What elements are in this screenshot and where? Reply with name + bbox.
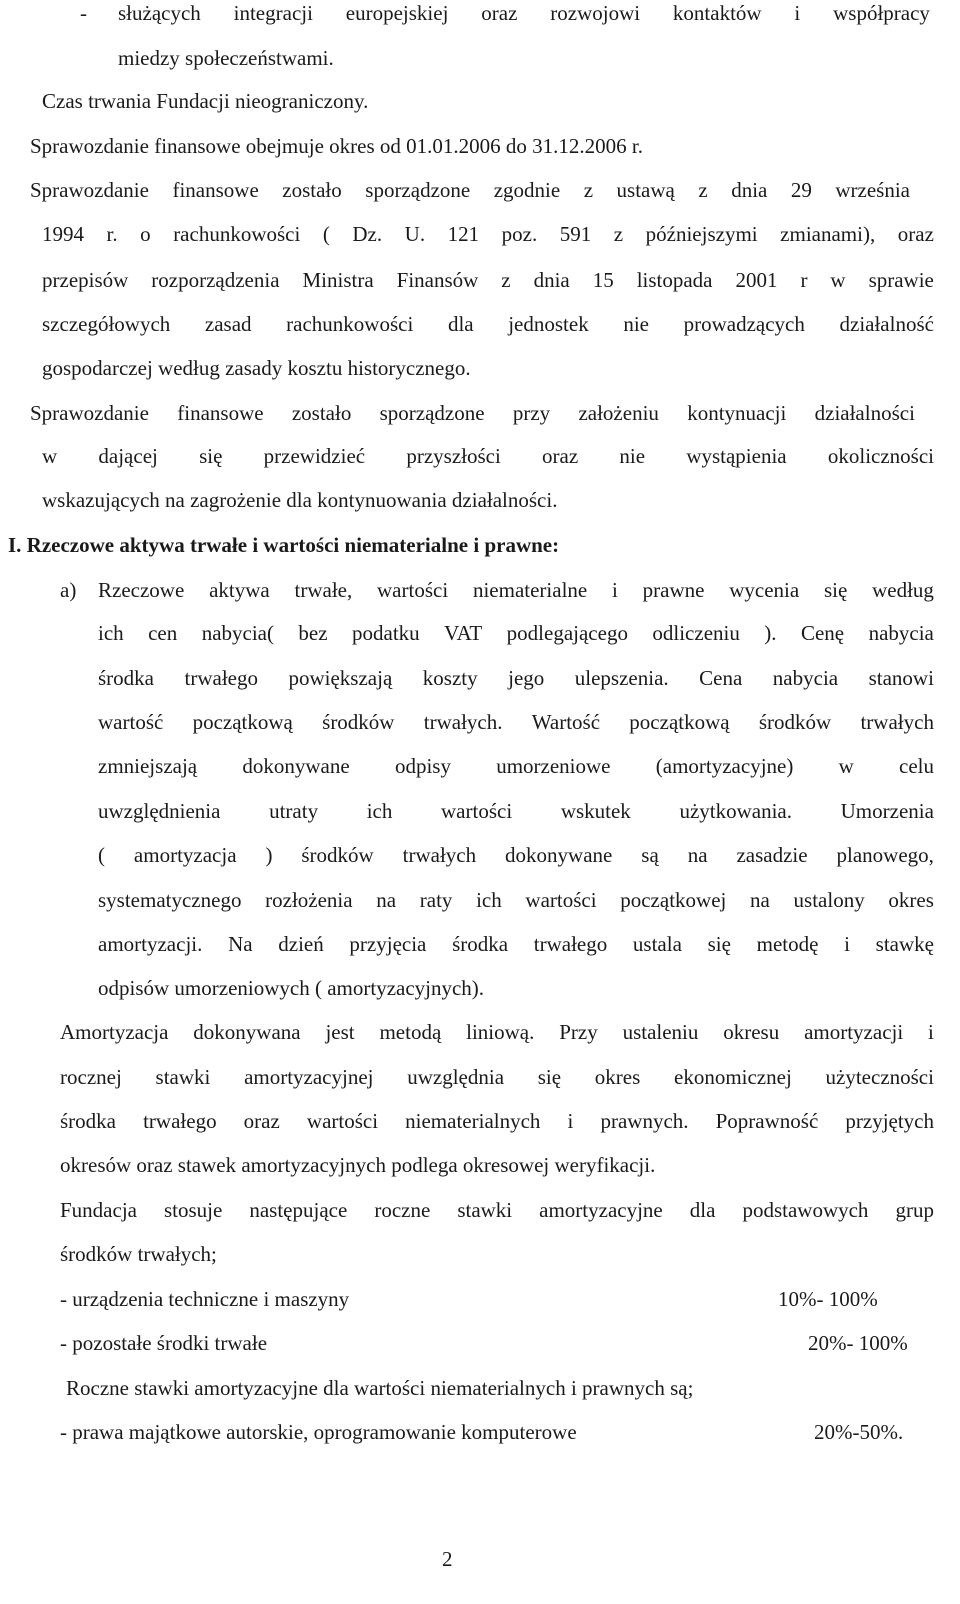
amort-line-5: Fundacja stosuje następujące roczne stawki amortyzacyjne dla podstawowych grup xyxy=(60,1198,934,1222)
report-period: Sprawozdanie finansowe obejmuje okres od 01.01.2006 do 31.12.2006 r. xyxy=(30,134,643,158)
section-heading: I. Rzeczowe aktywa trwałe i wartości niematerialne i prawne: xyxy=(8,533,560,557)
list-dash: - xyxy=(80,1,87,25)
item-a-line-7: ( amortyzacja ) środków trwałych dokonywane są na zasadzie planowego, xyxy=(98,843,934,867)
item-a-line-6: uwzględnienia utraty ich wartości wskutek użytkowania. Umorzenia xyxy=(98,799,934,823)
item-a-line-9: amortyzacji. Na dzień przyjęcia środka trwałego ustala się metodę i stawkę xyxy=(98,932,934,956)
page-number: 2 xyxy=(442,1547,453,1571)
amort-line-4: okresów oraz stawek amortyzacyjnych podlega okresowej weryfikacji. xyxy=(60,1153,656,1177)
item-a-line-8: systematycznego rozłożenia na raty ich wartości początkowej na ustalony okres xyxy=(98,888,934,912)
rate-value: 20%- 100% xyxy=(808,1331,908,1355)
intro-line-7: przepisów rozporządzenia Ministra Finansów z dnia 15 listopada 2001 r w sprawie xyxy=(42,268,934,292)
rate-value: 10%- 100% xyxy=(778,1287,878,1311)
intangible-heading: Roczne stawki amortyzacyjne dla wartości niematerialnych i prawnych są; xyxy=(66,1376,694,1400)
intro-line-9: gospodarczej według zasady kosztu historycznego. xyxy=(42,356,471,380)
item-a-line-2: ich cen nabycia( bez podatku VAT podlegającego odliczeniu ). Cenę nabycia xyxy=(98,621,934,645)
intro-line-11: w dającej się przewidzieć przyszłości oraz nie wystąpienia okoliczności xyxy=(42,444,934,468)
intro-line-8: szczegółowych zasad rachunkowości dla jednostek nie prowadzących działalność xyxy=(42,312,934,336)
item-a-label: a) xyxy=(60,578,77,602)
amort-line-3: środka trwałego oraz wartości niematerialnych i prawnych. Poprawność przyjętych xyxy=(60,1109,934,1133)
amort-line-6: środków trwałych; xyxy=(60,1242,217,1266)
intangible-rate-value: 20%-50%. xyxy=(814,1420,904,1444)
intro-line-10: Sprawozdanie finansowe zostało sporządzone przy założeniu kontynuacji działalności xyxy=(30,401,915,425)
intro-line-5: Sprawozdanie finansowe zostało sporządzone zgodnie z ustawą z dnia 29 września xyxy=(30,178,910,202)
item-a-line-1: Rzeczowe aktywa trwałe, wartości niematerialne i prawne wycenia się według xyxy=(98,578,934,602)
item-a-line-5: zmniejszają dokonywane odpisy umorzeniowe (amortyzacyjne) w celu xyxy=(98,754,934,778)
rate-label: - pozostałe środki trwałe xyxy=(60,1331,268,1355)
foundation-duration: Czas trwania Fundacji nieograniczony. xyxy=(42,89,369,113)
rate-label: - urządzenia techniczne i maszyny xyxy=(60,1287,350,1311)
item-a-line-10: odpisów umorzeniowych ( amortyzacyjnych). xyxy=(98,976,485,1000)
intro-line-2: miedzy społeczeństwami. xyxy=(118,46,334,70)
amort-line-1: Amortyzacja dokonywana jest metodą liniową. Przy ustaleniu okresu amortyzacji i xyxy=(60,1020,934,1044)
intro-line-1: służących integracji europejskiej oraz rozwojowi kontaktów i współpracy xyxy=(118,1,930,25)
intangible-rate-label: - prawa majątkowe autorskie, oprogramowanie komputerowe xyxy=(60,1420,577,1444)
intro-line-12: wskazujących na zagrożenie dla kontynuowania działalności. xyxy=(42,488,558,512)
item-a-line-3: środka trwałego powiększają koszty jego ulepszenia. Cena nabycia stanowi xyxy=(98,666,934,690)
amort-line-2: rocznej stawki amortyzacyjnej uwzględnia się okres ekonomicznej użyteczności xyxy=(60,1065,934,1089)
intro-line-6: 1994 r. o rachunkowości ( Dz. U. 121 poz. 591 z późniejszymi zmianami), oraz xyxy=(42,222,934,246)
item-a-line-4: wartość początkową środków trwałych. Wartość początkową środków trwałych xyxy=(98,710,934,734)
